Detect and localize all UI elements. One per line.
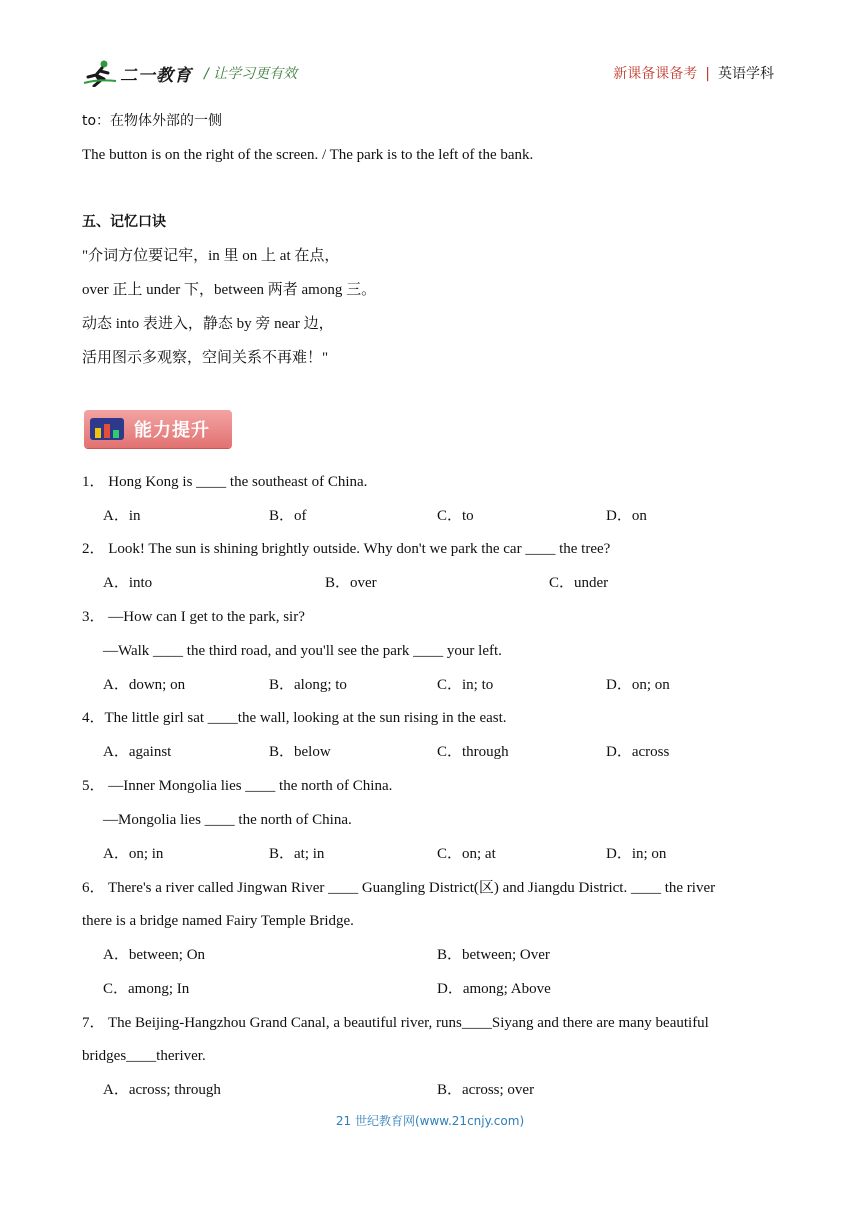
section-badge-label: 能力提升 xyxy=(134,420,210,441)
section-badge xyxy=(84,410,232,448)
question-text: 7． The Beijing-Hangzhou Grand Canal, a beautiful river, runs____Siyang and there are many beautiful xyxy=(82,1015,709,1031)
question-text-continued: there is a bridge named Fairy Temple Bridge. xyxy=(82,913,354,929)
header-subject-label: 英语学科 xyxy=(718,66,774,82)
question-text: 4．The little girl sat ____the wall, looking at the sun rising in the east. xyxy=(82,710,507,726)
runner-logo-icon xyxy=(82,59,118,87)
question-text: 2． Look! The sun is shining brightly outside. Why don't we park the car ____ the tree? xyxy=(82,541,611,557)
answer-option: D．in; on xyxy=(606,846,667,862)
answer-option: D．on xyxy=(606,508,647,524)
bar-chart-icon xyxy=(90,418,124,440)
answer-option: D．across xyxy=(606,744,670,760)
answer-option: C．among; In xyxy=(103,981,190,997)
answer-option: C．under xyxy=(549,575,609,591)
answer-option: A．against xyxy=(103,744,172,760)
header-subject xyxy=(613,63,774,83)
question-text: 3． —How can I get to the park, sir? xyxy=(82,609,305,625)
logo-text: 二一教育 xyxy=(120,65,192,86)
answer-option: D．among; Above xyxy=(437,981,551,997)
answer-option: B．at; in xyxy=(269,846,325,862)
answer-option: B．below xyxy=(269,744,331,760)
question-text: 1． Hong Kong is ____ the southeast of China. xyxy=(82,474,368,490)
answer-option: C．through xyxy=(437,744,509,760)
mnemonic-line: over 正上 under 下，between 两者 among 三。 xyxy=(82,282,377,298)
mnemonic-heading: 五、记忆口诀 xyxy=(82,214,166,230)
question-text-continued: bridges____theriver. xyxy=(82,1048,206,1064)
answer-option: A．across; through xyxy=(103,1082,221,1098)
answer-option: B．across; over xyxy=(437,1082,535,1098)
header-slogan: / 让学习更有效 xyxy=(204,66,298,82)
mnemonic-line: 活用图示多观察，空间关系不再难！" xyxy=(82,350,329,366)
question-text: 6． There's a river called Jingwan River ____ Guangling District(区) and Jiangdu District. ____ the river xyxy=(82,880,716,896)
answer-option: A．in xyxy=(103,508,141,524)
answer-option: B．of xyxy=(269,508,307,524)
logo xyxy=(82,58,192,88)
answer-option: A．down; on xyxy=(103,677,186,693)
question-text-continued: —Walk ____ the third road, and you'll see the park ____ your left. xyxy=(103,643,502,659)
answer-option: C．in; to xyxy=(437,677,494,693)
answer-option: A．on; in xyxy=(103,846,164,862)
mnemonic-line: "介词方位要记牢，in 里 on 上 at 在点， xyxy=(82,248,340,264)
mnemonic-line: 动态 into 表进入，静态 by 旁 near 边， xyxy=(82,316,334,332)
page-footer: 21 世纪教育网(www.21cnjy.com) xyxy=(335,1114,525,1128)
page-header xyxy=(82,56,774,92)
question-text: 5． —Inner Mongolia lies ____ the north of China. xyxy=(82,778,393,794)
answer-option: C．to xyxy=(437,508,474,524)
answer-option: C．on; at xyxy=(437,846,496,862)
answer-option: B．between; Over xyxy=(437,947,550,963)
answer-option: B．along; to xyxy=(269,677,347,693)
answer-option: A．into xyxy=(103,575,153,591)
question-text-continued: —Mongolia lies ____ the north of China. xyxy=(103,812,352,828)
answer-option: A．between; On xyxy=(103,947,206,963)
header-separator: | xyxy=(705,66,710,82)
intro-line-2: The button is on the right of the screen. / The park is to the left of the bank. xyxy=(82,147,534,163)
intro-line-1: to：在物体外部的一侧 xyxy=(82,113,223,129)
header-course-label: 新课备课备考 xyxy=(613,66,698,82)
answer-option: D．on; on xyxy=(606,677,670,693)
answer-option: B．over xyxy=(325,575,377,591)
